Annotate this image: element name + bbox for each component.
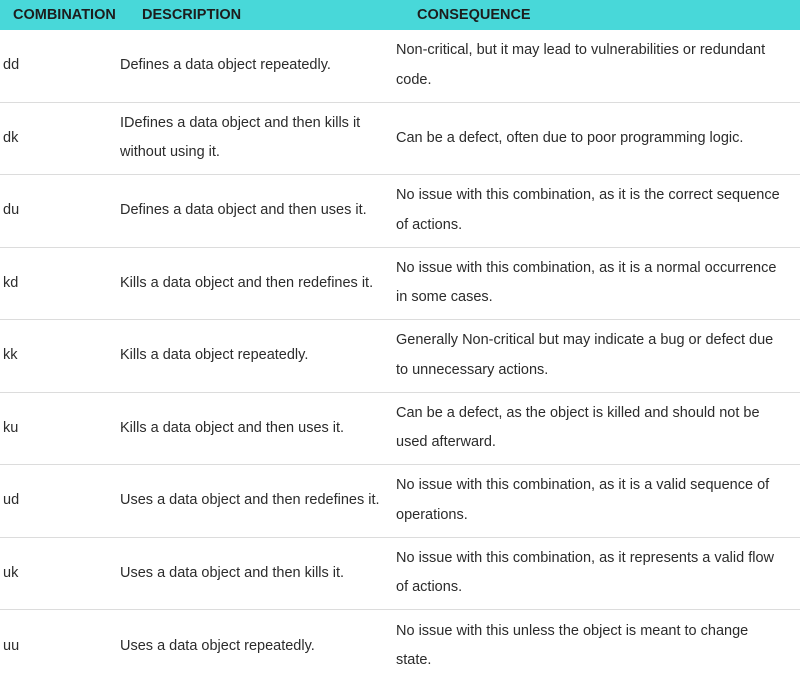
cell-combination: uu bbox=[3, 637, 20, 654]
table-row bbox=[0, 320, 800, 393]
cell-description: IDefines a data object and then kills it without using it. bbox=[120, 114, 361, 161]
table-row bbox=[0, 30, 800, 103]
cell-description: Uses a data object and then kills it. bbox=[120, 564, 345, 581]
cell-description: Kills a data object and then redefines it. bbox=[120, 274, 374, 291]
table-row bbox=[0, 248, 800, 321]
table-row bbox=[0, 393, 800, 466]
cell-description: Uses a data object and then redefines it. bbox=[120, 492, 380, 508]
cell-description: Defines a data object and then uses it. bbox=[120, 202, 367, 218]
cell-consequence: Can be a defect, as the object is killed and should not be used afterward. bbox=[396, 404, 760, 451]
cell-consequence: No issue with this combination, as it is a normal occurrence in some cases. bbox=[396, 259, 777, 306]
table-row bbox=[0, 103, 800, 176]
cell-consequence: Generally Non-critical but may indicate a bug or defect due to unnecessary actions. bbox=[396, 332, 774, 378]
cell-combination: kd bbox=[3, 274, 19, 291]
cell-combination: dk bbox=[3, 129, 19, 146]
cell-consequence: No issue with this combination, as it is the correct sequence of actions. bbox=[396, 187, 780, 233]
header-combination: COMBINATION bbox=[13, 7, 116, 23]
cell-consequence: No issue with this unless the object is meant to change state. bbox=[396, 622, 749, 669]
cell-combination: kk bbox=[3, 347, 18, 363]
table-row bbox=[0, 538, 800, 611]
cell-consequence: Non-critical, but it may lead to vulnerabilities or redundant code. bbox=[396, 42, 766, 88]
cell-consequence: No issue with this combination, as it is a valid sequence of operations. bbox=[396, 477, 770, 523]
cell-description: Defines a data object repeatedly. bbox=[120, 57, 331, 73]
cell-consequence: No issue with this combination, as it represents a valid flow of actions. bbox=[396, 549, 774, 596]
cell-combination: ud bbox=[3, 492, 20, 508]
cell-description: Kills a data object and then uses it. bbox=[120, 419, 345, 436]
cell-description: Kills a data object repeatedly. bbox=[120, 347, 309, 363]
header-description: DESCRIPTION bbox=[142, 7, 242, 23]
cell-description: Uses a data object repeatedly. bbox=[120, 637, 315, 654]
cell-combination: ku bbox=[3, 419, 19, 436]
table-row bbox=[0, 175, 800, 248]
table-row bbox=[0, 465, 800, 538]
cell-combination: du bbox=[3, 202, 20, 218]
cell-combination: dd bbox=[3, 57, 20, 73]
table-row bbox=[0, 610, 800, 683]
header-consequence: CONSEQUENCE bbox=[417, 7, 531, 23]
cell-combination: uk bbox=[3, 564, 19, 581]
cell-consequence: Can be a defect, often due to poor programming logic. bbox=[396, 129, 744, 146]
table-header bbox=[0, 0, 800, 30]
